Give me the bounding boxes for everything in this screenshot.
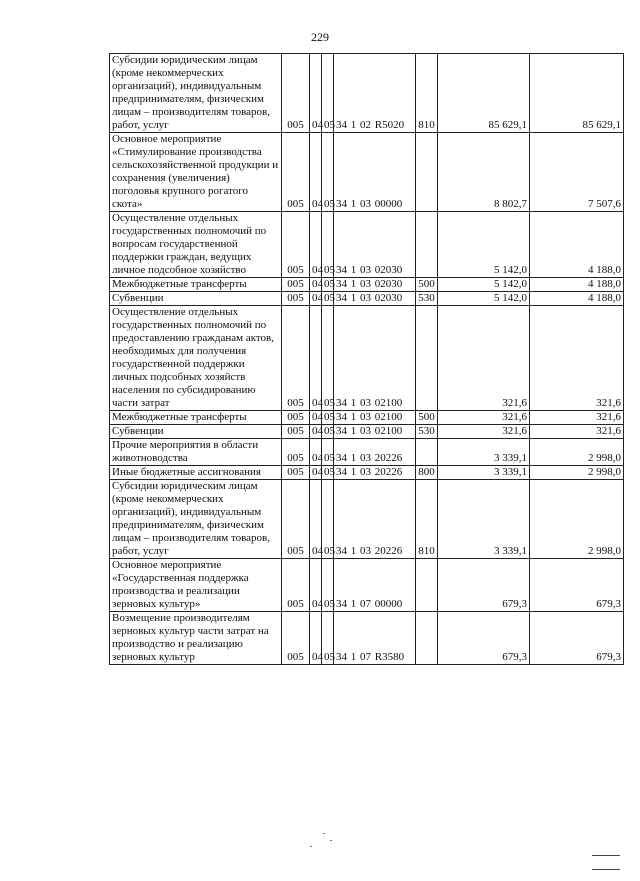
table-row <box>110 306 624 411</box>
rz-code-cell: 04 <box>310 133 322 212</box>
scan-speck <box>330 840 332 841</box>
rz-code-cell: 04 <box>310 612 322 665</box>
rz-code-cell: 04 <box>310 306 322 411</box>
amount-2-cell: 679,3 <box>530 612 624 665</box>
margin-dash <box>592 855 620 856</box>
row-name-cell: Основное мероприятие «Стимулирование производства сельскохозяйственной продукции и сохранения (увеличения) поголовья крупного рогатого скота» <box>110 133 282 212</box>
pr-code-cell: 05 <box>322 278 334 292</box>
amount-1-cell: 5 142,0 <box>438 212 530 278</box>
row-name-cell: Субвенции <box>110 292 282 306</box>
amount-1-cell: 321,6 <box>438 306 530 411</box>
rz-code-cell: 04 <box>310 292 322 306</box>
pr-code-cell: 05 <box>322 306 334 411</box>
expense-type-cell: 810 <box>416 480 438 559</box>
target-article-cell: 34 1 03 02030 <box>334 292 416 306</box>
expense-type-cell <box>416 559 438 612</box>
row-name-cell: Осуществление отдельных государственных полномочий по предоставлению гражданам актов, необходимых для получения государственной поддержки личных подсобных хозяйств населения по субсидированию части затрат <box>110 306 282 411</box>
target-article-cell: 34 1 03 02100 <box>334 306 416 411</box>
pr-code-cell: 05 <box>322 425 334 439</box>
table-body <box>110 54 624 665</box>
grbs-code-cell: 005 <box>282 439 310 466</box>
expense-type-cell <box>416 439 438 466</box>
expense-type-cell: 500 <box>416 278 438 292</box>
scan-speck <box>323 833 325 834</box>
target-article-cell: 34 1 03 02100 <box>334 425 416 439</box>
amount-2-cell: 85 629,1 <box>530 54 624 133</box>
table-row <box>110 133 624 212</box>
grbs-code-cell: 005 <box>282 411 310 425</box>
row-name-cell: Возмещение производителям зерновых культур части затрат на производство и реализацию зерновых культур <box>110 612 282 665</box>
expense-type-cell <box>416 133 438 212</box>
amount-2-cell: 679,3 <box>530 559 624 612</box>
table-row <box>110 212 624 278</box>
target-article-cell: 34 1 03 20226 <box>334 480 416 559</box>
row-name-cell: Основное мероприятие «Государственная поддержка производства и реализации зерновых культур» <box>110 559 282 612</box>
amount-1-cell: 8 802,7 <box>438 133 530 212</box>
row-name-cell: Осуществление отдельных государственных полномочий по вопросам государственной поддержки граждан, ведущих личное подсобное хозяйство <box>110 212 282 278</box>
rz-code-cell: 04 <box>310 411 322 425</box>
target-article-cell: 34 1 03 02030 <box>334 212 416 278</box>
table-row <box>110 612 624 665</box>
amount-2-cell: 2 998,0 <box>530 480 624 559</box>
expense-type-cell <box>416 306 438 411</box>
amount-1-cell: 679,3 <box>438 559 530 612</box>
grbs-code-cell: 005 <box>282 612 310 665</box>
grbs-code-cell: 005 <box>282 480 310 559</box>
budget-table <box>109 53 624 665</box>
amount-1-cell: 3 339,1 <box>438 439 530 466</box>
target-article-cell: 34 1 02 R5020 <box>334 54 416 133</box>
row-name-cell: Субвенции <box>110 425 282 439</box>
amount-2-cell: 7 507,6 <box>530 133 624 212</box>
pr-code-cell: 05 <box>322 292 334 306</box>
row-name-cell: Прочие мероприятия в области животноводства <box>110 439 282 466</box>
amount-1-cell: 679,3 <box>438 612 530 665</box>
rz-code-cell: 04 <box>310 425 322 439</box>
amount-1-cell: 5 142,0 <box>438 278 530 292</box>
amount-1-cell: 5 142,0 <box>438 292 530 306</box>
amount-2-cell: 321,6 <box>530 425 624 439</box>
amount-2-cell: 2 998,0 <box>530 466 624 480</box>
amount-1-cell: 321,6 <box>438 425 530 439</box>
rz-code-cell: 04 <box>310 559 322 612</box>
grbs-code-cell: 005 <box>282 292 310 306</box>
grbs-code-cell: 005 <box>282 278 310 292</box>
pr-code-cell: 05 <box>322 480 334 559</box>
target-article-cell: 34 1 07 00000 <box>334 559 416 612</box>
rz-code-cell: 04 <box>310 480 322 559</box>
target-article-cell: 34 1 03 20226 <box>334 466 416 480</box>
target-article-cell: 34 1 07 R3580 <box>334 612 416 665</box>
pr-code-cell: 05 <box>322 411 334 425</box>
amount-2-cell: 4 188,0 <box>530 278 624 292</box>
grbs-code-cell: 005 <box>282 425 310 439</box>
margin-dash <box>592 869 620 870</box>
table-row <box>110 292 624 306</box>
expense-type-cell: 530 <box>416 425 438 439</box>
table-row <box>110 278 624 292</box>
rz-code-cell: 04 <box>310 212 322 278</box>
rz-code-cell: 04 <box>310 439 322 466</box>
grbs-code-cell: 005 <box>282 133 310 212</box>
table-row <box>110 54 624 133</box>
rz-code-cell: 04 <box>310 54 322 133</box>
page-number: 229 <box>311 30 329 44</box>
target-article-cell: 34 1 03 00000 <box>334 133 416 212</box>
amount-1-cell: 3 339,1 <box>438 480 530 559</box>
table-row <box>110 411 624 425</box>
scan-speck <box>310 846 312 847</box>
table-row <box>110 559 624 612</box>
expense-type-cell: 800 <box>416 466 438 480</box>
amount-1-cell: 321,6 <box>438 411 530 425</box>
grbs-code-cell: 005 <box>282 306 310 411</box>
row-name-cell: Межбюджетные трансферты <box>110 278 282 292</box>
amount-1-cell: 85 629,1 <box>438 54 530 133</box>
row-name-cell: Иные бюджетные ассигнования <box>110 466 282 480</box>
amount-2-cell: 4 188,0 <box>530 212 624 278</box>
row-name-cell: Субсидии юридическим лицам (кроме некоммерческих организаций), индивидуальным предпринимателям, физическим лицам – производителям товаров, работ, услуг <box>110 54 282 133</box>
amount-2-cell: 4 188,0 <box>530 292 624 306</box>
expense-type-cell <box>416 212 438 278</box>
amount-2-cell: 321,6 <box>530 411 624 425</box>
table-row <box>110 466 624 480</box>
table-row <box>110 425 624 439</box>
target-article-cell: 34 1 03 20226 <box>334 439 416 466</box>
grbs-code-cell: 005 <box>282 559 310 612</box>
amount-2-cell: 2 998,0 <box>530 439 624 466</box>
grbs-code-cell: 005 <box>282 212 310 278</box>
pr-code-cell: 05 <box>322 212 334 278</box>
row-name-cell: Субсидии юридическим лицам (кроме некоммерческих организаций), индивидуальным предпринимателям, физическим лицам – производителям товаров, работ, услуг <box>110 480 282 559</box>
pr-code-cell: 05 <box>322 439 334 466</box>
expense-type-cell: 500 <box>416 411 438 425</box>
grbs-code-cell: 005 <box>282 466 310 480</box>
amount-1-cell: 3 339,1 <box>438 466 530 480</box>
table-row <box>110 439 624 466</box>
table-row <box>110 480 624 559</box>
target-article-cell: 34 1 03 02030 <box>334 278 416 292</box>
grbs-code-cell: 005 <box>282 54 310 133</box>
rz-code-cell: 04 <box>310 466 322 480</box>
expense-type-cell: 530 <box>416 292 438 306</box>
expense-type-cell <box>416 612 438 665</box>
pr-code-cell: 05 <box>322 559 334 612</box>
pr-code-cell: 05 <box>322 612 334 665</box>
row-name-cell: Межбюджетные трансферты <box>110 411 282 425</box>
pr-code-cell: 05 <box>322 133 334 212</box>
rz-code-cell: 04 <box>310 278 322 292</box>
amount-2-cell: 321,6 <box>530 306 624 411</box>
expense-type-cell: 810 <box>416 54 438 133</box>
target-article-cell: 34 1 03 02100 <box>334 411 416 425</box>
pr-code-cell: 05 <box>322 54 334 133</box>
pr-code-cell: 05 <box>322 466 334 480</box>
